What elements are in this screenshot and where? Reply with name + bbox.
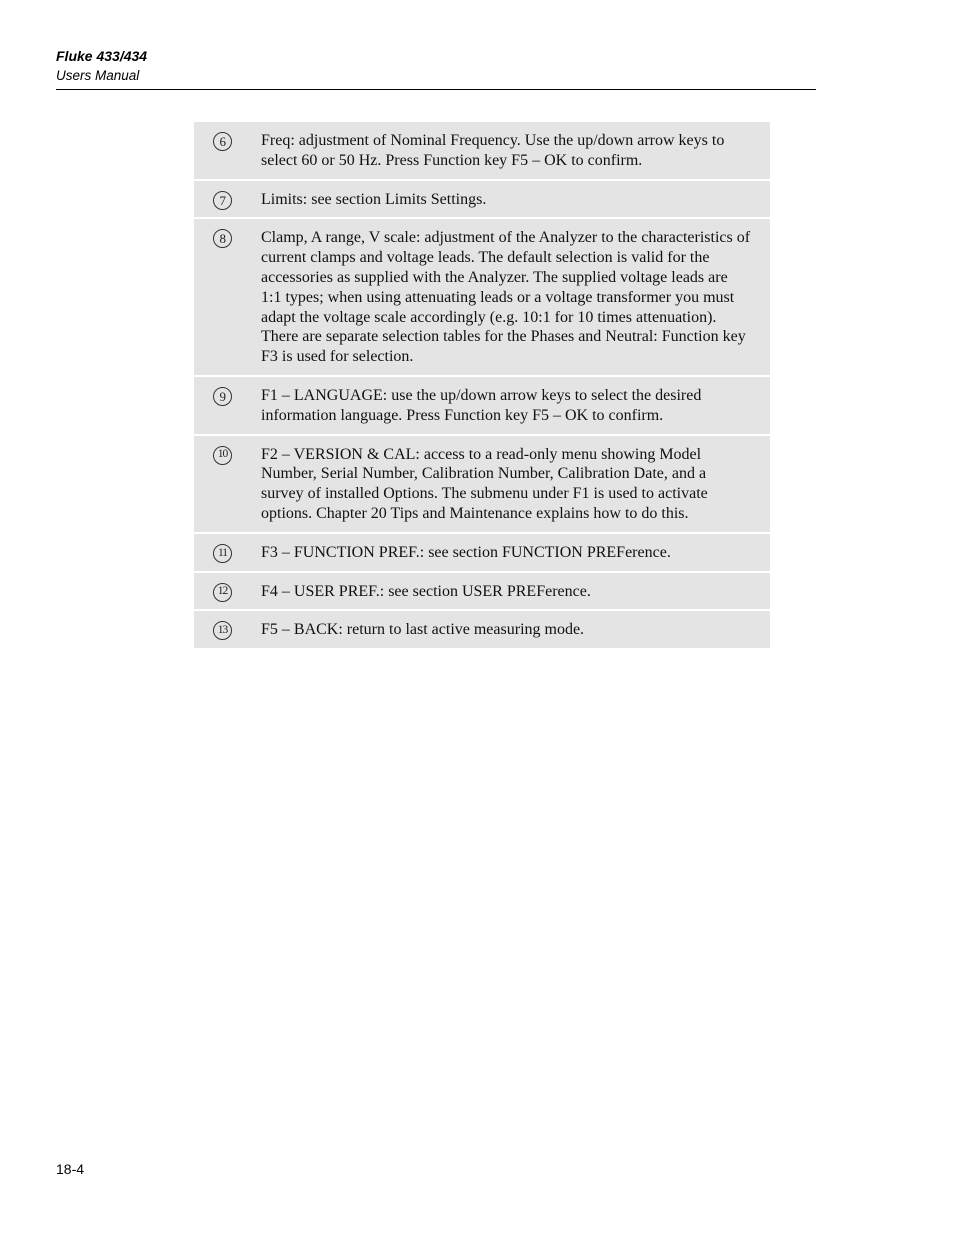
item-number-cell [194, 619, 261, 639]
table-row [194, 436, 770, 534]
item-number-cell [194, 130, 261, 150]
table-row [194, 573, 770, 612]
page-number: 18-4 [56, 1161, 85, 1177]
item-description: F3 – FUNCTION PREF.: see section FUNCTION PREFerence. [261, 543, 671, 561]
table-row [194, 122, 770, 181]
circled-number-icon: 12 [213, 583, 232, 602]
item-number-cell [194, 444, 261, 464]
item-description: Clamp, A range, V scale: adjustment of the Analyzer to the characteristics of current clamps and voltage leads. The default selection is valid for the accessories as supplied with the Analyzer. The supplied voltage leads are 1:1 types; when using attenuating leads or a voltage transformer you must adapt the voltage scale accordingly (e.g. 10:1 for 10 times attenuation). There are separate selection tables for the Phases and Neutral: Function key F3 is used for selection. [261, 229, 751, 366]
circled-number-icon: 7 [213, 191, 232, 210]
circled-number-icon: 10 [213, 446, 232, 465]
item-description: Limits: see section Limits Settings. [261, 190, 487, 208]
manual-title: Fluke 433/434 [56, 48, 148, 64]
item-description: F2 – VERSION & CAL: access to a read-only menu showing Model Number, Serial Number, Calibration Number, Calibration Date, and a survey of installed Options. The submenu under F1 is used to activate options. Chapter 20 Tips and Maintenance explains how to do this. [261, 445, 708, 522]
item-description: F4 – USER PREF.: see section USER PREFerence. [261, 582, 591, 600]
circled-number-icon: 11 [213, 544, 232, 563]
settings-description-table [194, 122, 770, 648]
item-number-cell [194, 385, 261, 405]
table-row [194, 611, 770, 648]
item-number-cell [194, 189, 261, 209]
circled-number-icon: 8 [213, 229, 232, 248]
circled-number-icon: 9 [213, 387, 232, 406]
item-number-cell [194, 542, 261, 562]
page-header [56, 46, 816, 90]
table-row [194, 377, 770, 436]
manual-subtitle: Users Manual [56, 68, 140, 83]
table-row [194, 219, 770, 377]
table-row [194, 181, 770, 220]
table-row [194, 534, 770, 573]
item-description: F5 – BACK: return to last active measuring mode. [261, 621, 585, 639]
item-number-cell [194, 581, 261, 601]
item-description: F1 – LANGUAGE: use the up/down arrow keys to select the desired information language. Press Function key F5 – OK to confirm. [261, 386, 702, 424]
circled-number-icon: 13 [213, 621, 232, 640]
item-number-cell [194, 227, 261, 247]
item-description: Freq: adjustment of Nominal Frequency. Use the up/down arrow keys to select 60 or 50 Hz. Press Function key F5 – OK to confirm. [261, 132, 725, 169]
circled-number-icon: 6 [213, 132, 232, 151]
